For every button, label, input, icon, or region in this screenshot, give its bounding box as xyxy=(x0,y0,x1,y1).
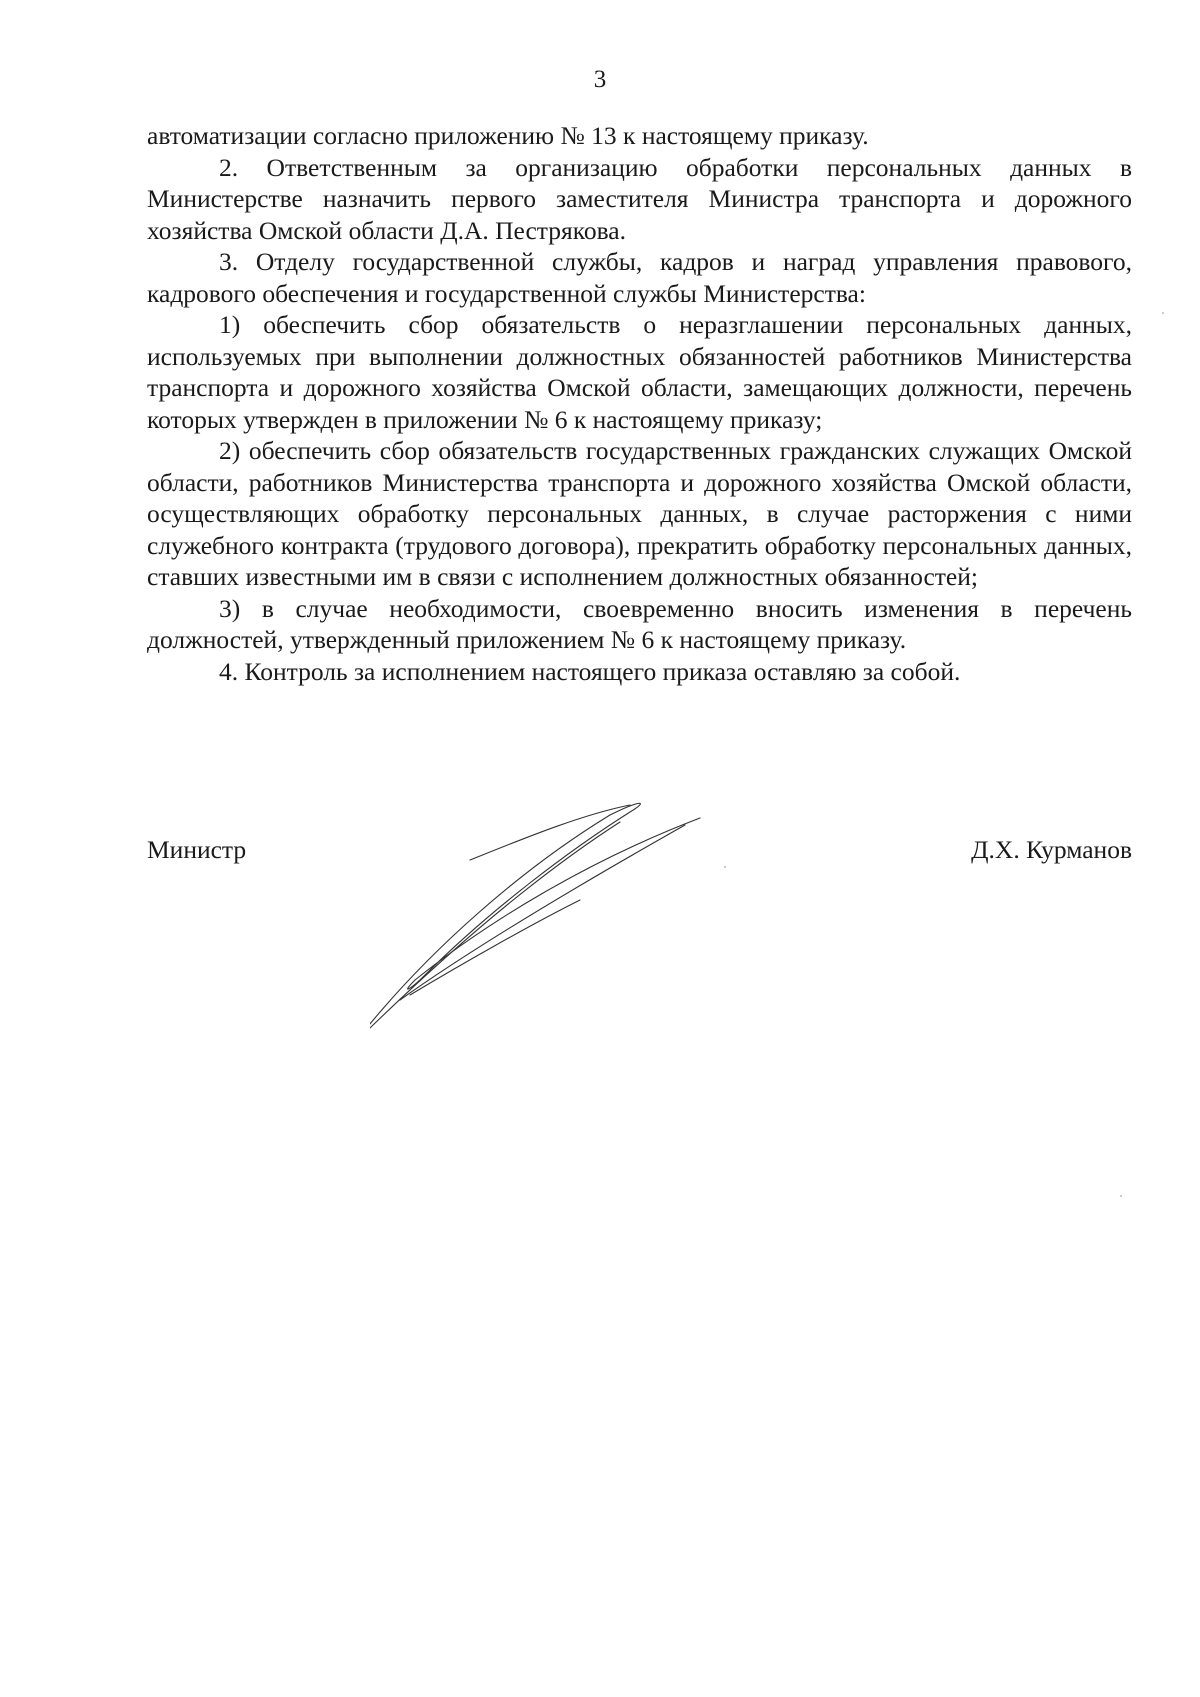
page-number: 3 xyxy=(593,66,607,93)
paragraph-item-4: 4. Контроль за исполнением настоящего приказа оставляю за собой. xyxy=(219,656,961,686)
paragraph-item-2: 2. Ответственным за организацию обработки персональных данных в Министерстве назначить первого заместителя Министра транспорта и дорожного хозяйства Омской области Д.А. Пестрякова. xyxy=(147,152,1132,245)
signer-name: Д.Х. Курманов xyxy=(971,835,1132,864)
paragraph-subitem-3: 3) в случае необходимости, своевременно вносить изменения в перечень должностей, утвержденный приложением № 6 к настоящему приказу. xyxy=(147,593,1132,654)
paragraph-item-3: 3. Отделу государственной службы, кадров и наград управления правового, кадрового обеспечения и государственной службы Министерства: xyxy=(147,247,1132,308)
scan-speck xyxy=(1162,312,1164,314)
scan-speck xyxy=(724,866,726,868)
paragraph-subitem-2: 2) обеспечить сбор обязательств государственных гражданских служащих Омской области, работников Министерства транспорта и дорожного хозяйства Омской области, осуществляющих обработку персональных данных, в случае расторжения с ними служебного контракта (трудового договора), прекратить обработку персональных данных, ставших известными им в связи с исполнением должностных обязанностей; xyxy=(147,436,1132,591)
signer-title: Министр xyxy=(147,835,247,864)
document-body xyxy=(147,120,1132,687)
handwritten-signature xyxy=(370,800,770,1050)
paragraph-continuation: автоматизации согласно приложению № 13 к настоящему приказу. xyxy=(147,121,869,150)
scan-speck xyxy=(1120,1195,1122,1197)
paragraph-subitem-1: 1) обеспечить сбор обязательств о неразглашении персональных данных, используемых при выполнении должностных обязанностей работников Министерства транспорта и дорожного хозяйства Омской области, замещающих должности, перечень которых утвержден в приложении № 6 к настоящему приказу; xyxy=(147,310,1132,434)
